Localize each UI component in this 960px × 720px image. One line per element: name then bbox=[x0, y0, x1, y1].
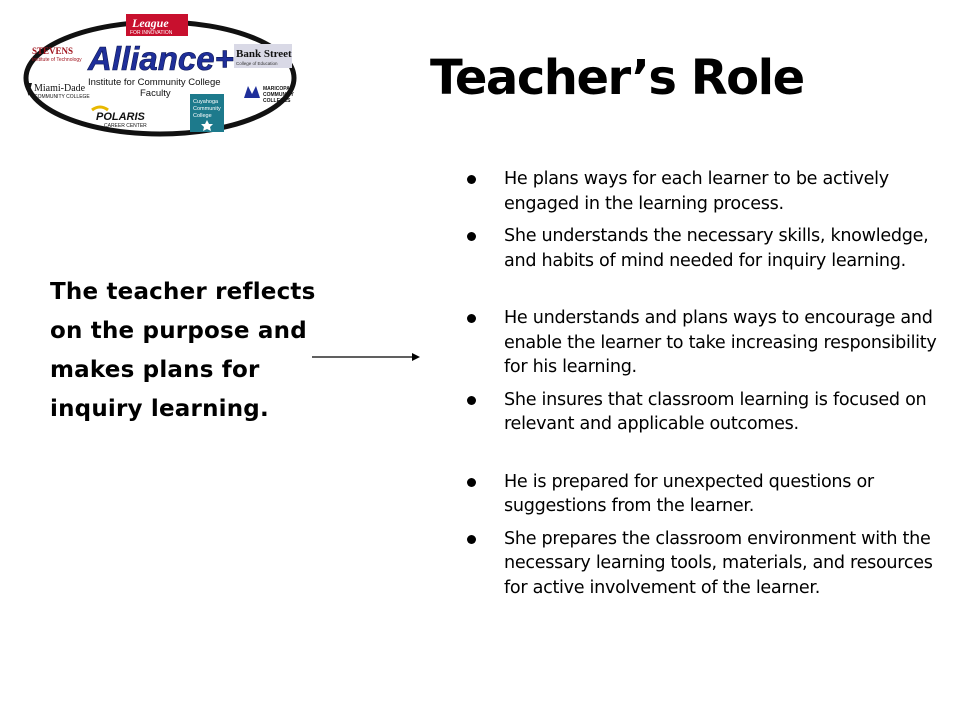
alliance-logo-graphic bbox=[22, 12, 300, 142]
maricopa-name: MARICOPA bbox=[263, 86, 290, 92]
list-item bbox=[467, 527, 955, 601]
maricopa-mark-icon bbox=[244, 86, 260, 98]
bullet-dot-icon bbox=[467, 396, 476, 405]
list-item-text: She prepares the classroom environment with the necessary learning tools, materials, and resources for active involvement of the learner. bbox=[504, 528, 933, 598]
institute-line1: Institute for Community College bbox=[88, 77, 221, 88]
list-item bbox=[467, 167, 955, 216]
bullet-dot-icon bbox=[467, 232, 476, 241]
miamidade-sub: COMMUNITY COLLEGE bbox=[34, 94, 90, 100]
polaris-arc-icon bbox=[92, 107, 108, 110]
cuyahoga-line3: College bbox=[193, 113, 212, 119]
slide-title: Teacher’s Role bbox=[430, 50, 804, 106]
institute-line2: Faculty bbox=[140, 88, 171, 99]
right-arrow-icon bbox=[312, 350, 422, 364]
cuyahoga-line1: Cuyahoga bbox=[193, 99, 219, 105]
alliance-logo bbox=[22, 12, 300, 142]
cuyahoga-line2: Community bbox=[193, 106, 221, 112]
polaris-sub: CAREER CENTER bbox=[104, 123, 147, 129]
maricopa-sub1: COMMUNITY bbox=[263, 92, 294, 98]
alliance-wordmark: Alliance+ bbox=[88, 40, 234, 77]
list-item bbox=[467, 388, 955, 437]
stevens-sub: Institute of Technology bbox=[32, 57, 82, 63]
league-text: League bbox=[132, 16, 169, 30]
maricopa-sub2: COLLEGES bbox=[263, 98, 291, 104]
stevens-name: STEVENS bbox=[32, 46, 74, 56]
bankstreet-sub: College of Education bbox=[236, 61, 278, 66]
bullet-dot-icon bbox=[467, 535, 476, 544]
list-item-text: He is prepared for unexpected questions or suggestions from the learner. bbox=[504, 471, 874, 516]
bullet-dot-icon bbox=[467, 314, 476, 323]
league-subtext: FOR INNOVATION bbox=[130, 30, 173, 36]
list-item-text: She insures that classroom learning is focused on relevant and applicable outcomes. bbox=[504, 389, 927, 434]
list-item-text: She understands the necessary skills, knowledge, and habits of mind needed for inquiry learning. bbox=[504, 226, 929, 271]
list-item bbox=[467, 306, 955, 380]
list-item-text: He understands and plans ways to encourage and enable the learner to take increasing responsibility for his learning. bbox=[504, 308, 937, 377]
teacher-role-list bbox=[467, 167, 955, 608]
bankstreet-name: Bank Street bbox=[236, 48, 292, 60]
polaris-name: POLARIS bbox=[96, 111, 145, 123]
bullet-dot-icon bbox=[467, 478, 476, 487]
bullet-dot-icon bbox=[467, 175, 476, 184]
list-item bbox=[467, 470, 955, 519]
teacher-statement: The teacher reflects on the purpose and makes plans for inquiry learning. bbox=[50, 279, 316, 422]
list-item-text: He plans ways for each learner to be actively engaged in the learning process. bbox=[504, 169, 889, 214]
miamidade-name: Miami-Dade bbox=[34, 83, 86, 94]
list-item bbox=[467, 224, 955, 273]
